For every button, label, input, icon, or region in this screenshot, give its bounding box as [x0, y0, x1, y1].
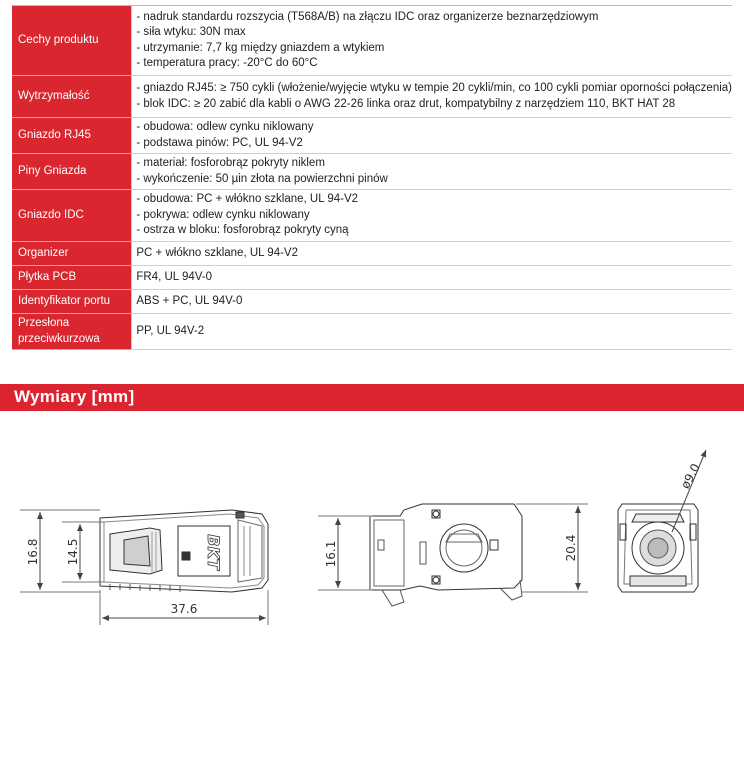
spec-key: Cechy produktu — [12, 6, 132, 76]
spec-key: Płytka PCB — [12, 266, 132, 290]
spec-key: Piny Gniazda — [12, 154, 132, 190]
spec-row — [12, 290, 732, 314]
dim-side-height: 16.1 — [324, 540, 338, 568]
section-header-bar — [0, 384, 744, 411]
spec-row — [12, 154, 732, 190]
spec-value-line: - wykończenie: 50 µin złota na powierzchni pinów — [136, 172, 388, 185]
section-title: Wymiary [mm] — [14, 387, 135, 406]
spec-value-line: - obudowa: PC + włókno szklane, UL 94-V2 — [136, 193, 359, 206]
dim-height-outer: 16.8 — [26, 538, 40, 566]
spec-row — [12, 242, 732, 266]
dim-height-inner: 14.5 — [66, 538, 80, 566]
spec-key: Gniazdo IDC — [12, 190, 132, 242]
spec-value-line: - ostrza w bloku: fosforobrąz pokryty cyną — [136, 224, 349, 237]
spec-key: Organizer — [12, 242, 132, 266]
dim-length: 37.6 — [170, 602, 198, 616]
spec-value — [132, 6, 732, 76]
spec-value-line: - nadruk standardu rozszycia (T568A/B) na złączu IDC oraz organizerze beznarzędziowym — [136, 10, 599, 23]
spec-value — [132, 242, 732, 266]
dimension-drawings — [0, 430, 744, 761]
spec-row — [12, 190, 732, 242]
spec-key: Gniazdo RJ45 — [12, 118, 132, 154]
spec-value-line: FR4, UL 94V-0 — [136, 270, 213, 283]
spec-value-line: ABS + PC, UL 94V-0 — [136, 294, 243, 307]
bkt-logo-text: BKT — [204, 534, 223, 570]
spec-value-line: - gniazdo RJ45: ≥ 750 cykli (włożenie/wyjęcie wtyku w tempie 20 cykli/min, co 100 cykli pomiar oporności połączenia) — [136, 82, 732, 94]
spec-value-line: - temperatura pracy: -20°C do 60°C — [136, 57, 318, 69]
dim-side-total: 20.4 — [564, 534, 578, 562]
spec-key: Przesłona przeciwkurzowa — [12, 314, 132, 350]
spec-value-line: PP, UL 94V-2 — [136, 324, 205, 337]
spec-key: Wytrzymałość — [12, 76, 132, 118]
spec-row — [12, 118, 732, 154]
spec-value — [132, 118, 732, 154]
spec-value — [132, 154, 732, 190]
spec-row — [12, 314, 732, 350]
spec-value — [132, 290, 732, 314]
front-view-drawing — [20, 510, 268, 625]
spec-row — [12, 76, 732, 118]
spec-value-line: - obudowa: odlew cynku niklowany — [136, 121, 314, 133]
spec-value-line: - siła wtyku: 30N max — [136, 26, 246, 38]
side-view-drawing — [318, 504, 588, 606]
spec-row — [12, 6, 732, 76]
spec-value — [132, 190, 732, 242]
spec-value-line: - materiał: fosforobrąz pokryty niklem — [136, 157, 325, 169]
spec-value-line: - utrzymanie: 7,7 kg między gniazdem a wtykiem — [136, 41, 385, 54]
spec-key: Identyfikator portu — [12, 290, 132, 314]
spec-value — [132, 266, 732, 290]
spec-value-line: - blok IDC: ≥ 20 zabić dla kabli o AWG 22-26 linka oraz drut, kompatybilny z narzędziem 110, BKT HAT 28 — [136, 97, 676, 110]
spec-value — [132, 76, 732, 118]
spec-value-line: PC + włókno szklane, UL 94-V2 — [136, 246, 298, 259]
spec-value-line: - podstawa pinów: PC, UL 94-V2 — [136, 136, 303, 149]
dim-diameter: ø9.0 — [678, 461, 703, 492]
spec-value — [132, 314, 732, 350]
spec-row — [12, 266, 732, 290]
spec-table — [12, 5, 732, 350]
spec-value-line: - pokrywa: odlew cynku niklowany — [136, 208, 310, 221]
